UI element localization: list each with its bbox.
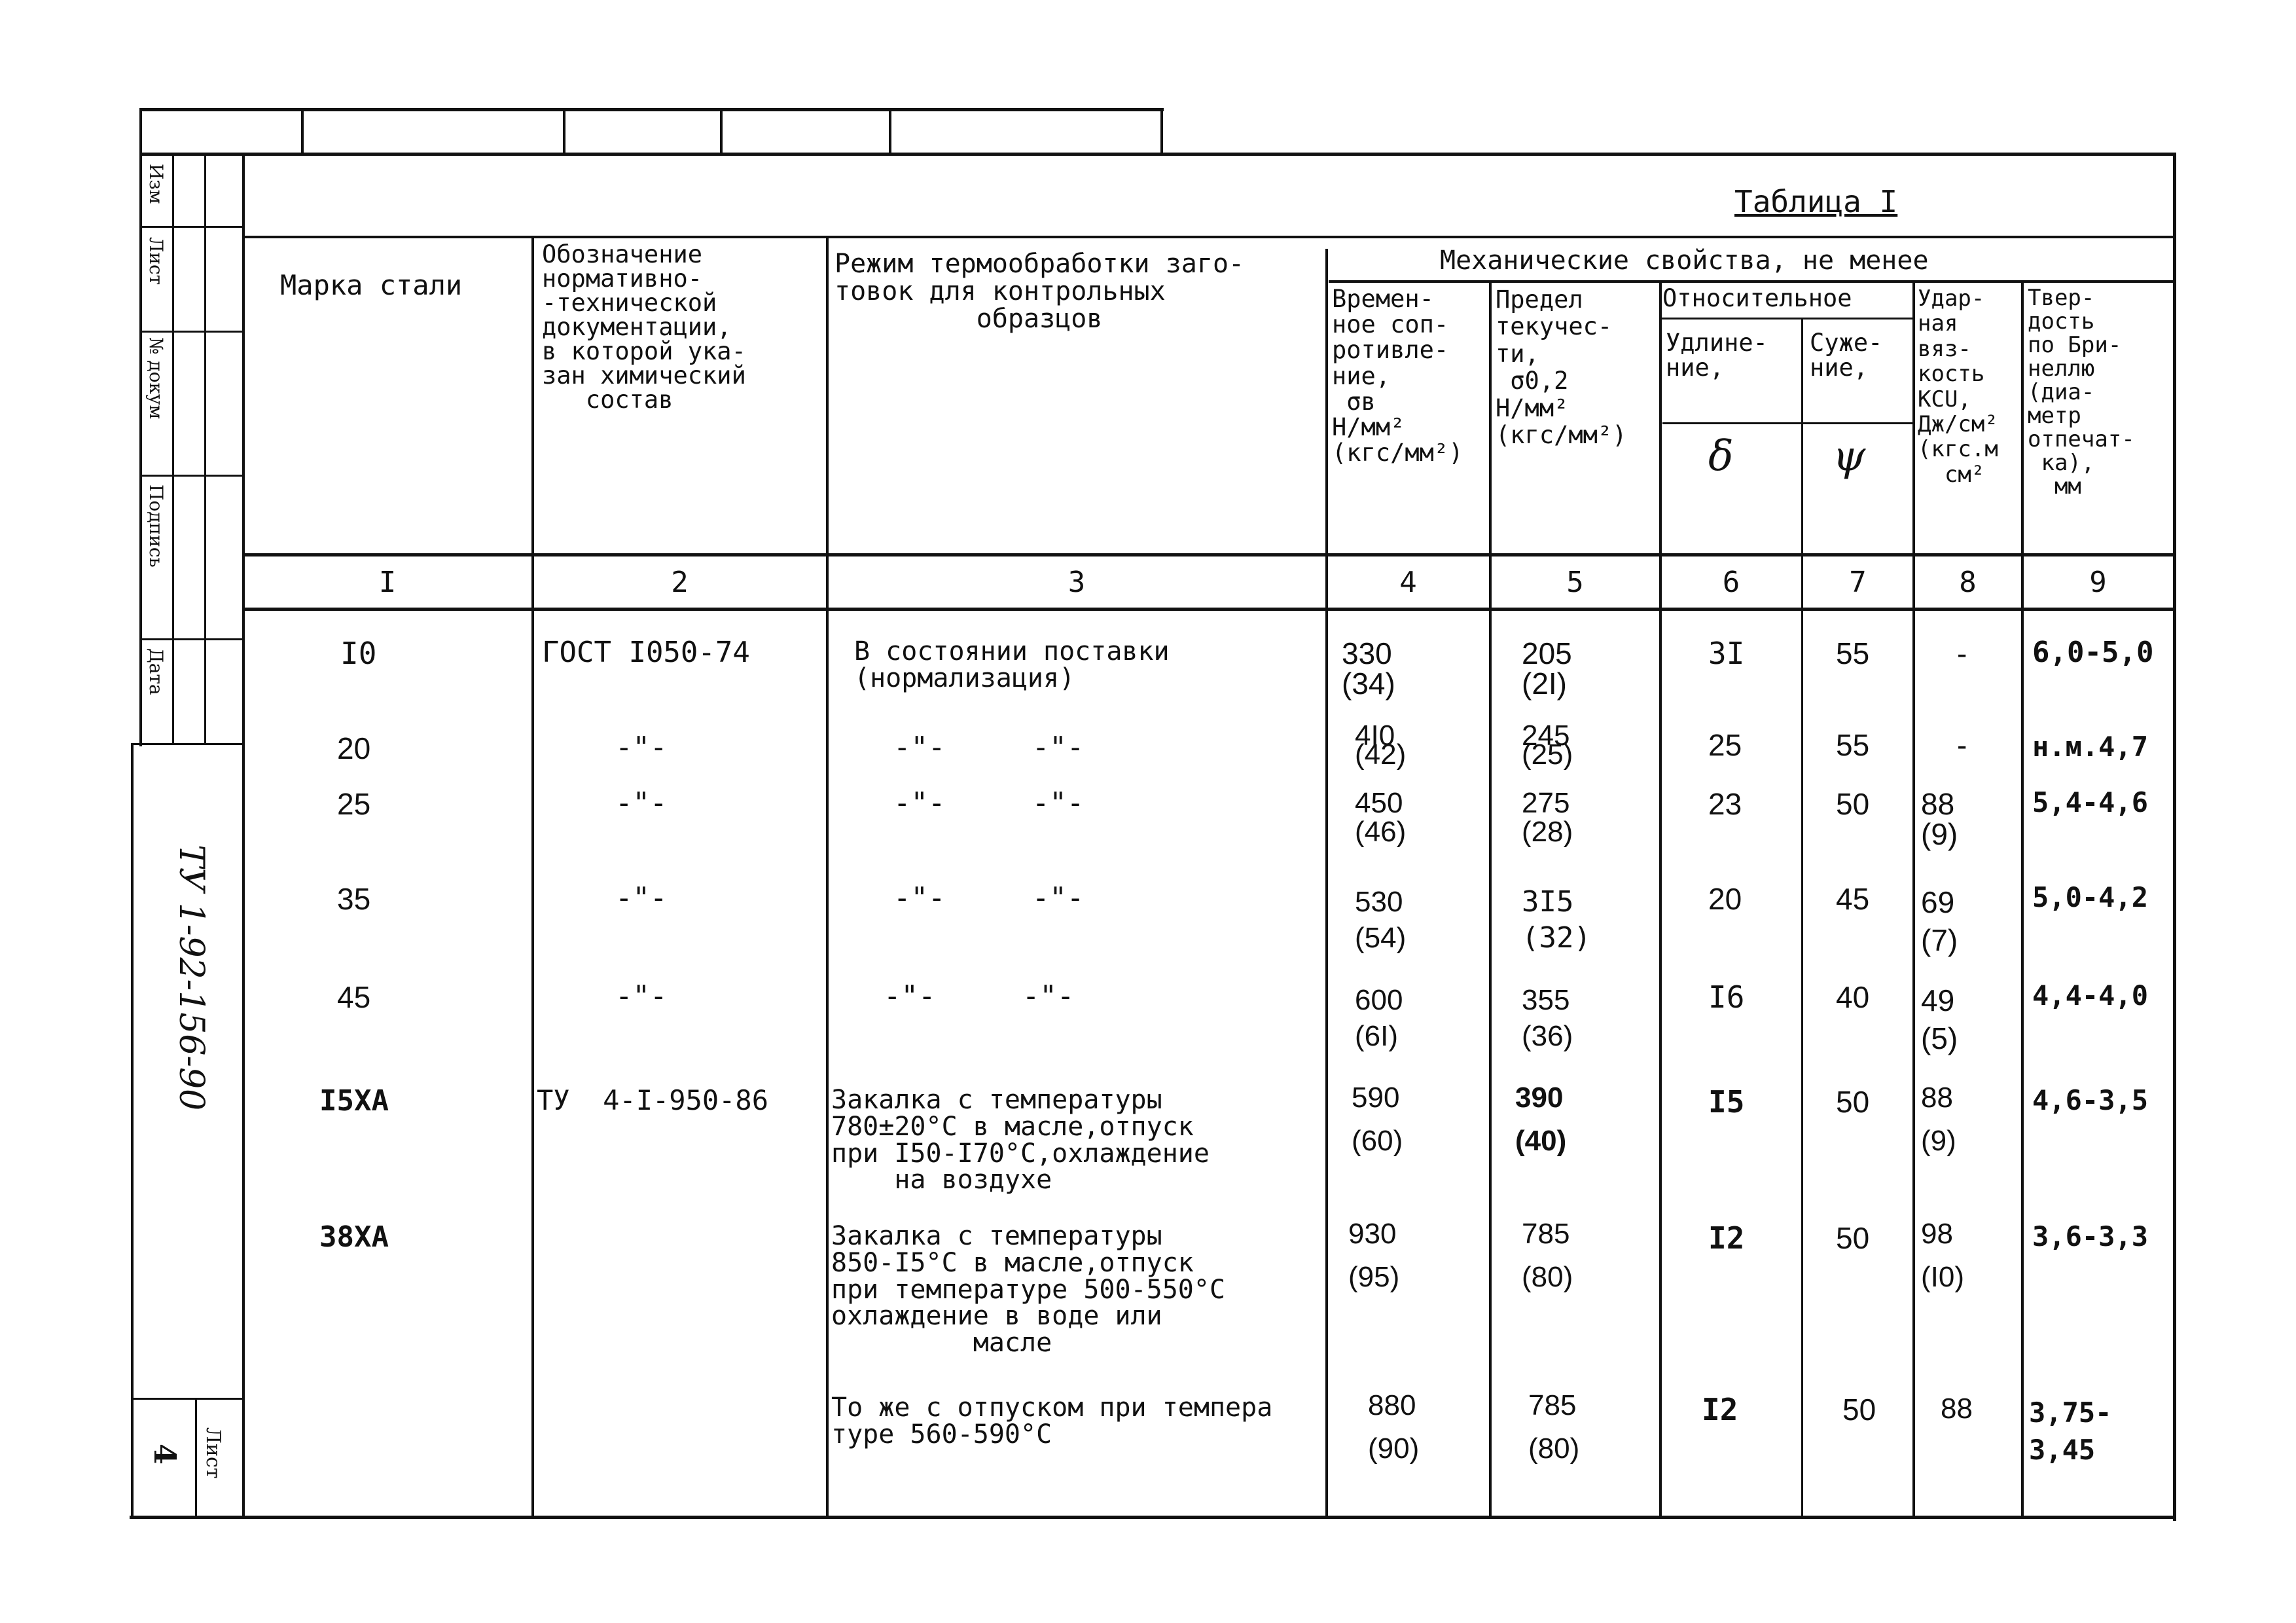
top-strip-divider-2: [563, 108, 565, 155]
top-strip-top-line: [139, 108, 1164, 111]
cell-impact: 69 (7): [1921, 885, 1958, 957]
top-strip-divider-1: [301, 108, 304, 155]
top-strip-divider-4: [889, 108, 891, 155]
header-tensile: Времен- ное соп- ротивле- ние, σв Н/мм² (кгс/мм²): [1332, 285, 1463, 467]
stamp-row-1: [139, 226, 244, 228]
stamp-label-list: Лист: [145, 237, 167, 285]
col-divider-3: [1325, 249, 1328, 1518]
cell-hardness: 5,0-4,2: [2032, 881, 2149, 913]
cell-hardness: 5,4-4,6: [2032, 786, 2149, 818]
cell-elongation: I5: [1708, 1084, 1745, 1120]
cell-grade: 35: [337, 882, 371, 916]
cell-yield: 785 (80): [1528, 1389, 1580, 1465]
col-divider-4: [1489, 282, 1492, 1518]
cell-doc: ГОСТ I050-74: [542, 636, 750, 669]
cell-impact: 88 (9): [1921, 1082, 1956, 1157]
cell-grade: I0: [340, 636, 377, 671]
cell-heat: В состоянии поставки (нормализация): [854, 636, 1170, 693]
cell-elongation: 23: [1708, 787, 1742, 821]
header-heat: Режим термообработки заго- товок для контрольных образцов: [834, 249, 1245, 334]
cell-tensile: 530 (54): [1355, 886, 1407, 954]
cell-yield: 275 (28): [1522, 787, 1573, 848]
cell-contraction: 45: [1836, 882, 1870, 916]
col-divider-5: [1659, 282, 1662, 1518]
cell-hardness: 3,6-3,3: [2032, 1220, 2149, 1252]
col-number-5: 5: [1566, 566, 1584, 599]
frame-left-line: [139, 108, 142, 746]
cell-yield: 3I5 (32): [1522, 885, 1591, 955]
cell-tensile: 930 (95): [1348, 1218, 1400, 1293]
cell-heat: -"- -"-: [893, 881, 1085, 915]
cell-impact: 88: [1941, 1393, 1973, 1425]
cell-elongation: 20: [1708, 882, 1742, 916]
stamp-row-5: [131, 743, 244, 745]
cell-tensile: 450 (46): [1355, 787, 1407, 848]
col-divider-7: [1912, 282, 1915, 1518]
cell-grade: 38ХА: [319, 1220, 389, 1254]
cell-grade: I5ХА: [319, 1084, 389, 1118]
header-elongation: Удлине- ние,: [1666, 329, 1768, 382]
stamp-label-date: Дата: [145, 648, 167, 695]
stamp-col-1: [172, 154, 174, 743]
stamp-label-izm: Изм: [145, 164, 167, 204]
header-doc: Обозначение нормативно- -технической документации, в которой ука- зан химический состав: [542, 240, 746, 414]
cell-yield: 245 (25): [1522, 720, 1573, 771]
top-strip-divider-3: [720, 108, 723, 155]
header-impact: Удар- ная вяз- кость KCU, Дж/см² (кгс.м см²: [1918, 285, 1998, 488]
col-divider-6: [1801, 318, 1803, 1518]
cell-elongation: 3I: [1708, 636, 1745, 671]
cell-heat: -"- -"-: [893, 731, 1085, 764]
stamp-label-doc: № докум: [145, 337, 167, 420]
col-number-6: 6: [1722, 566, 1740, 599]
cell-hardness: 4,4-4,0: [2032, 979, 2149, 1012]
header-grade: Марка стали: [280, 269, 463, 301]
cell-tensile: 4I0 (42): [1355, 720, 1407, 771]
stamp-label-sign: Подпись: [145, 484, 167, 568]
cell-heat: -"- -"-: [884, 979, 1075, 1013]
col-number-2: 2: [671, 566, 689, 599]
cell-hardness: н.м.4,7: [2032, 731, 2149, 763]
cell-tensile: 330 (34): [1342, 636, 1395, 701]
cell-elongation: 25: [1708, 728, 1742, 762]
frame-left-line-lower: [131, 743, 134, 1519]
cell-impact: -: [1957, 728, 1967, 762]
cell-elongation: I6: [1708, 979, 1745, 1015]
cell-contraction: 50: [1836, 1085, 1870, 1119]
cell-contraction: 40: [1836, 980, 1870, 1014]
cell-impact: -: [1957, 636, 1967, 670]
col-divider-8: [2021, 282, 2024, 1518]
cell-doc: -"-: [615, 731, 668, 764]
cell-doc: -"-: [615, 979, 668, 1013]
stamp-right-line: [242, 154, 245, 1519]
cell-heat: То же с отпуском при темпера туре 560-590°С: [831, 1393, 1273, 1450]
cell-heat: -"- -"-: [893, 786, 1085, 820]
col-number-3: 3: [1067, 566, 1086, 599]
frame-top-line: [139, 153, 2176, 156]
cell-yield: 355 (36): [1522, 984, 1573, 1052]
cell-impact: 98 (I0): [1921, 1218, 1964, 1293]
cell-contraction: 50: [1842, 1393, 1876, 1427]
col-divider-2: [826, 237, 829, 1518]
cell-contraction: 50: [1836, 1221, 1870, 1255]
header-relative: Относительное: [1662, 284, 1852, 312]
cell-elongation: I2: [1708, 1220, 1745, 1256]
cell-doc: -"-: [615, 881, 668, 915]
top-strip-divider-5: [1160, 108, 1163, 155]
col-number-7: 7: [1849, 566, 1867, 599]
cell-tensile: 590 (60): [1352, 1082, 1403, 1157]
cell-contraction: 50: [1836, 787, 1870, 821]
cell-contraction: 55: [1836, 636, 1870, 670]
cell-grade: 25: [337, 787, 371, 821]
col-number-4: 4: [1399, 566, 1417, 599]
stamp-sheet-divider: [195, 1398, 197, 1518]
frame-right-line: [2173, 153, 2176, 1521]
col-number-1: I: [378, 566, 397, 599]
sym-line: [1662, 422, 1914, 424]
cell-heat: Закалка с температуры 780±20°С в масле,отпуск при I50-I70°С,охлаждение на воздухе: [831, 1085, 1210, 1195]
sheet-number: 4: [147, 1444, 183, 1465]
cell-tensile: 600 (6I): [1355, 984, 1403, 1052]
cell-impact: 88 (9): [1921, 787, 1958, 851]
header-contraction: Суже- ние,: [1810, 329, 1883, 382]
doc-code: ТУ 1-92-156-90: [171, 845, 211, 1111]
header-elongation-symbol: δ: [1708, 432, 1734, 481]
col-divider-1: [531, 237, 534, 1518]
cell-tensile: 880 (90): [1368, 1389, 1420, 1465]
table-title: Таблица I: [1734, 184, 1898, 219]
cell-doc: ТУ 4-I-950-86: [537, 1084, 769, 1116]
col-number-9: 9: [2089, 566, 2107, 599]
header-mech: Механические свойства, не менее: [1440, 246, 1929, 276]
cell-yield: 205 (2I): [1522, 636, 1572, 701]
stamp-row-4: [139, 638, 244, 640]
frame-bottom-line: [130, 1516, 2176, 1519]
cell-doc: -"-: [615, 786, 668, 820]
rel-header-line: [1659, 318, 1914, 319]
cell-impact: 49 (5): [1921, 983, 1958, 1055]
header-contraction-symbol: ψ: [1833, 432, 1866, 481]
cell-grade: 45: [337, 980, 371, 1014]
header-hardness: Твер- дость по Бри- неллю (диа- метр отпечат- ка), мм: [2028, 285, 2135, 500]
mech-header-line: [1329, 280, 2173, 283]
stamp-row-2: [139, 331, 244, 333]
cell-yield: 785 (80): [1522, 1218, 1573, 1293]
stamp-col-2: [204, 154, 206, 743]
cell-hardness: 4,6-3,5: [2032, 1084, 2149, 1116]
cell-heat: Закалка с температуры 850-I5°С в масле,отпуск при температуре 500-550°С охлаждение в воде или масле: [831, 1221, 1226, 1359]
cell-yield: 390 (40): [1515, 1082, 1567, 1157]
cell-hardness: 6,0-5,0: [2032, 636, 2154, 669]
col-number-8: 8: [1959, 566, 1977, 599]
stamp-row-3: [139, 475, 244, 477]
cell-hardness: 3,75- 3,45: [2029, 1396, 2112, 1466]
cell-elongation: I2: [1702, 1392, 1738, 1427]
stamp-row-6: [131, 1398, 244, 1400]
cell-grade: 20: [337, 731, 371, 765]
sheet-label: Лист: [202, 1427, 224, 1479]
cell-contraction: 55: [1836, 728, 1870, 762]
header-yield: Предел текучес- ти, σ0,2 Н/мм² (кгс/мм²): [1496, 285, 1627, 450]
